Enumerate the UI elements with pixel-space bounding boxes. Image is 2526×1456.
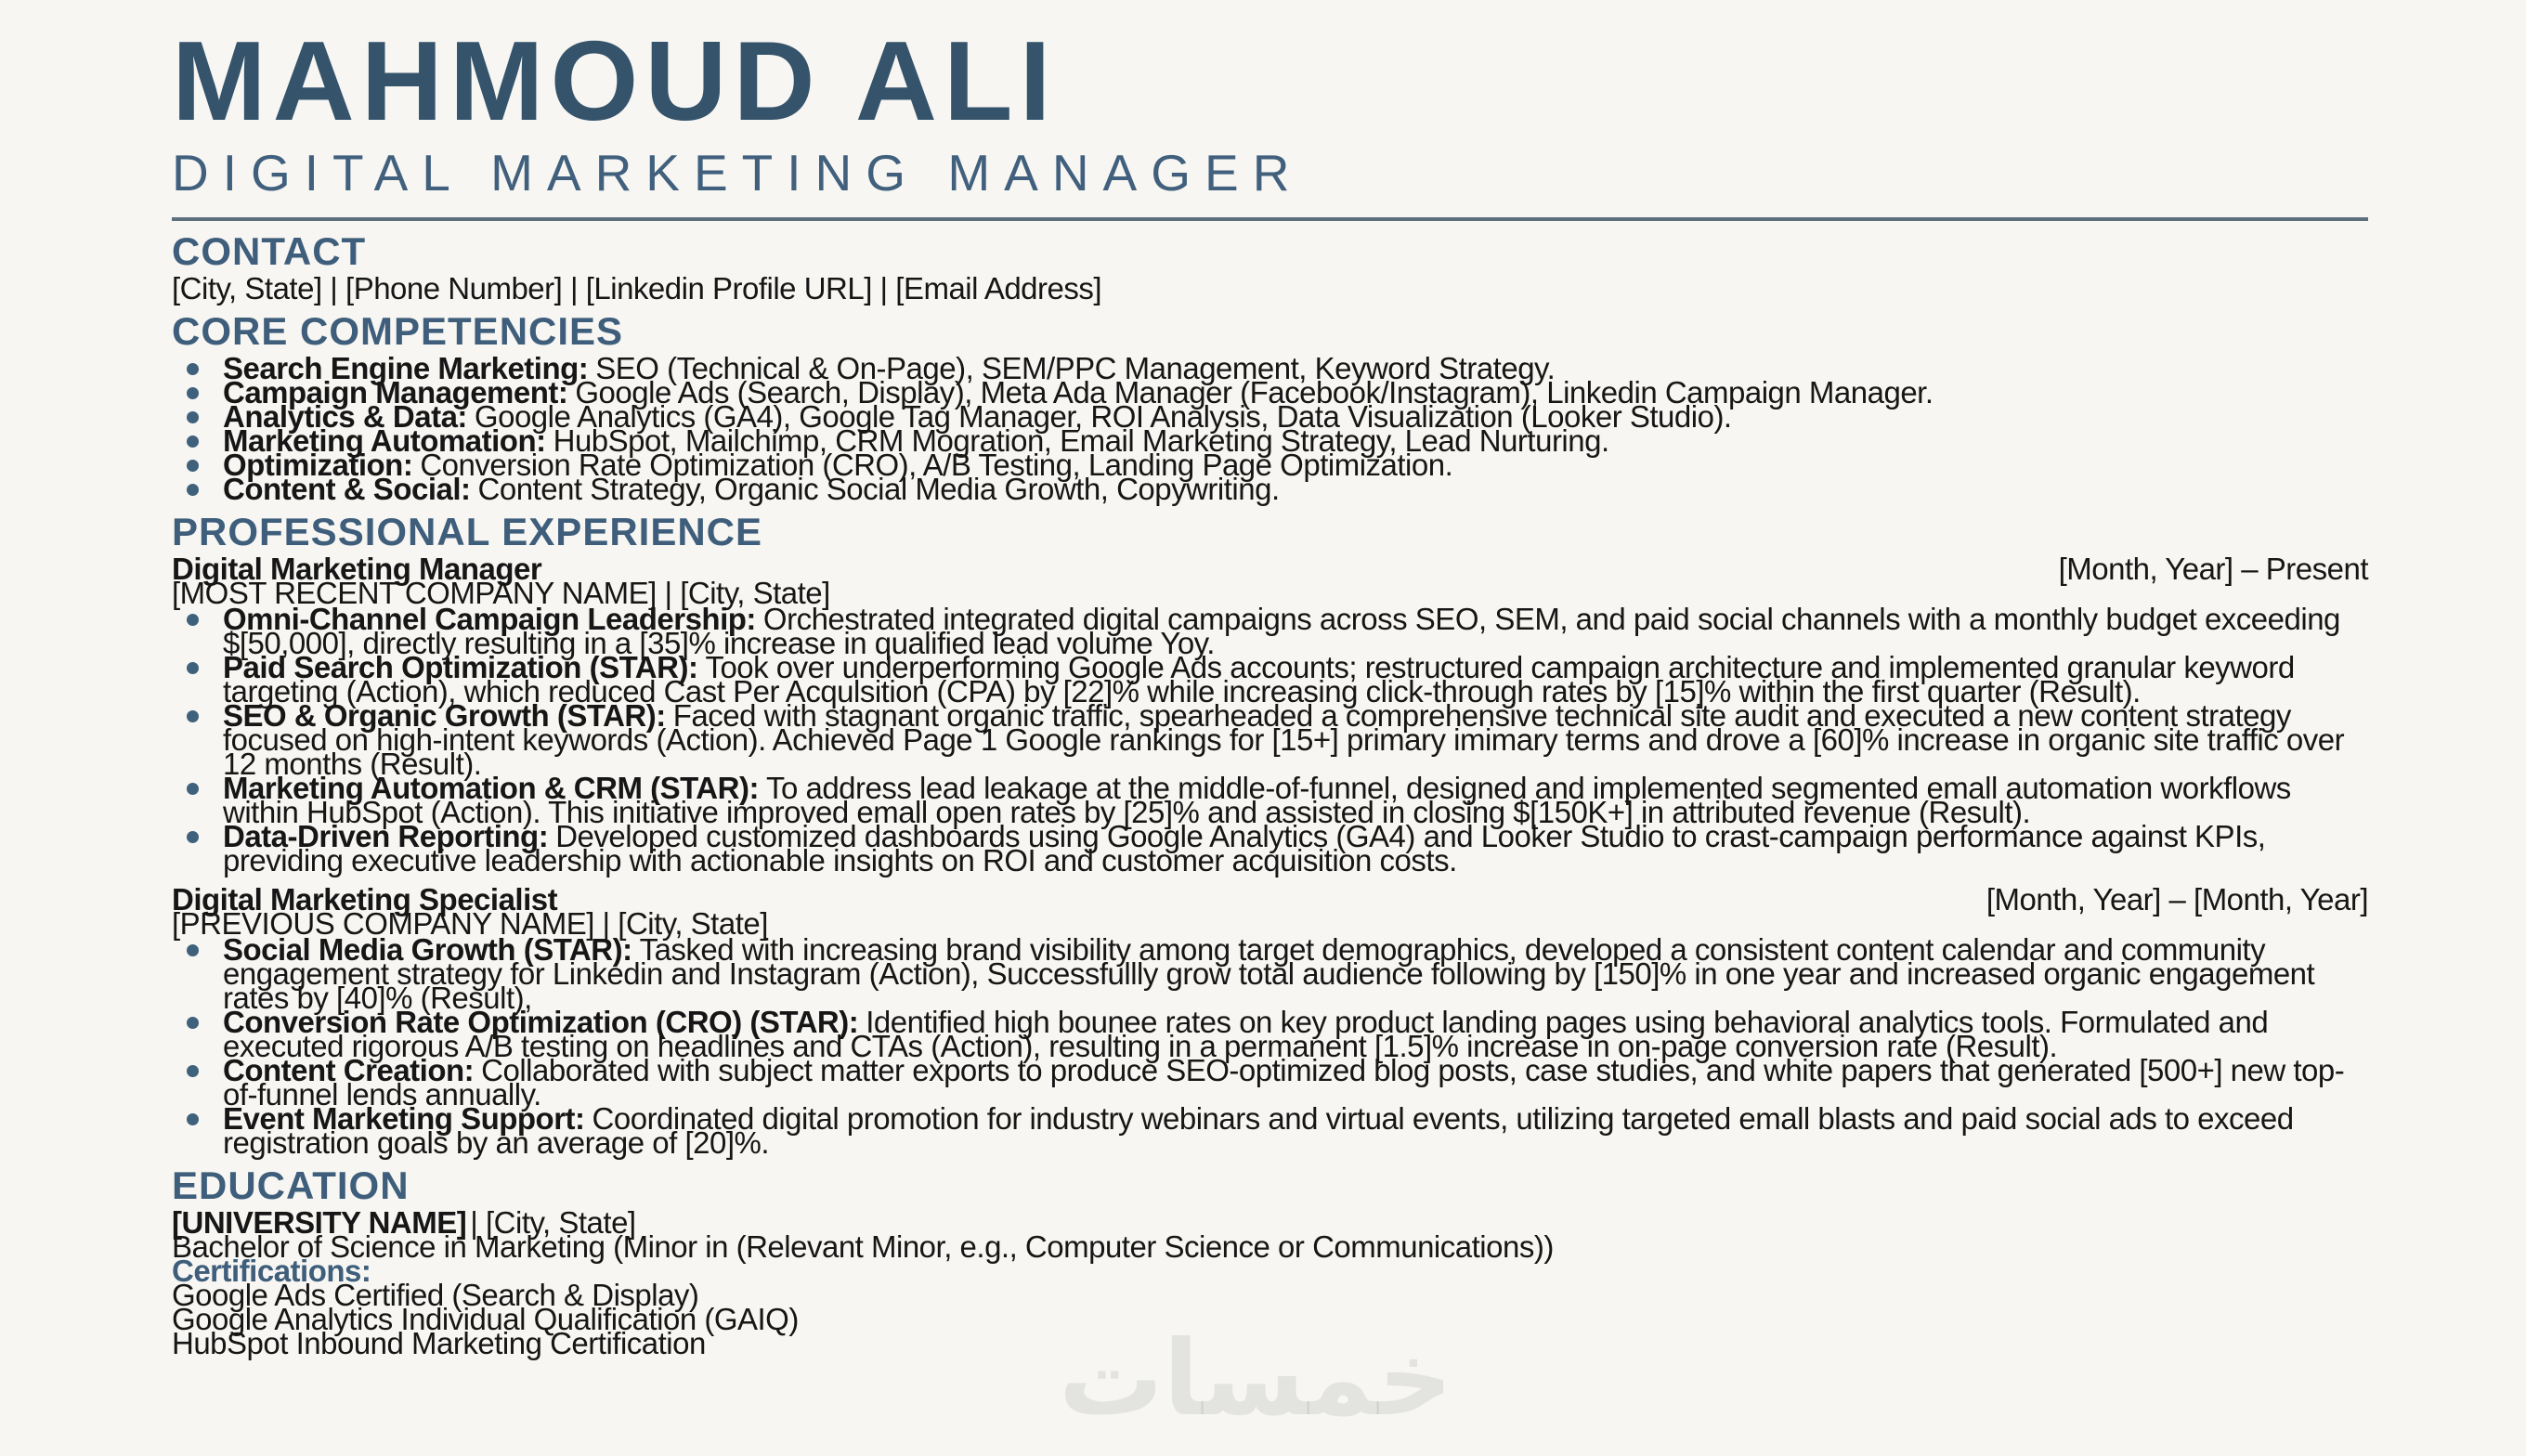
achievement-detail: Coordinated digital promotion for industry webinars and virtual events, utilizing targeted emall blasts and paid social ads to exceed registration goals by an average of [20]%. [223, 1101, 2294, 1160]
job-bullet-list [172, 932, 2368, 1160]
list-item [172, 650, 2368, 708]
job-title: Digital Marketing Specialist [172, 882, 558, 916]
competency-detail: Google Ads (Search, Display), Meta Ada Manager (Facebook/Instagram), Linkedin Campaign Manager. [575, 375, 1934, 410]
job-entry-specialist [172, 882, 2368, 1160]
list-item [172, 1005, 2368, 1063]
competency-label: Search Engine Marketing: [223, 351, 589, 385]
bullet-icon [187, 436, 199, 448]
person-job-title: DIGITAL MARKETING MANAGER [172, 144, 1304, 202]
bullet-icon [187, 1017, 199, 1029]
achievement-label: Paid Search Optimization (STAR): [223, 650, 698, 684]
achievement-text [223, 932, 2368, 1015]
competency-detail: Content Strategy, Organic Social Media Growth, Copywriting. [477, 472, 1280, 506]
achievement-detail: To address lead leakage at the middle-of-funnel, designed and implemented segmented emall automation workflows within HubSpot (Action). This initiative improved emall open rates by [25]% and assisted in closing $[150K+] in attributed revenue (Result). [223, 771, 2291, 829]
competencies-list [172, 351, 2368, 506]
achievement-label: Event Marketing Support: [223, 1101, 585, 1136]
bullet-icon [187, 411, 199, 423]
certification-item: Google Analytics Individual Qualification (GAIQ) [172, 1302, 799, 1336]
job-dates: [Month, Year] – Present [2058, 552, 2368, 586]
job-title: Digital Marketing Manager [172, 552, 542, 586]
competency-label: Analytics & Data: [223, 399, 467, 434]
bullet-icon [187, 614, 199, 626]
list-item [172, 1053, 2368, 1112]
competency-label: Content & Social: [223, 472, 471, 506]
bullet-icon [187, 1065, 199, 1077]
khamsat-watermark: خمسات [1059, 1319, 1453, 1439]
bullet-icon [187, 710, 199, 722]
competency-detail: SEO (Technical & On-Page), SEM/PPC Management, Keyword Strategy. [595, 351, 1556, 385]
achievement-detail: Orchestrated integrated digital campaigns across SEO, SEM, and paid social channels with a monthly budget exceeding $[50,000], directly resulting in a [35]% increase in qualified lead volume Yoy. [223, 602, 2340, 660]
achievement-label: Conversion Rate Optimization (CRO) (STAR): [223, 1005, 859, 1039]
job-entry-manager [172, 552, 2368, 878]
achievement-detail: Took over underperforming Google Ads accounts; restructured campaign architecture and implemented granular keyword targeting (Action), which reduced Cast Per Acqulsition (CPA) by [22]% while increasing click-through rates by [15]% within the first quarter (Result). [223, 650, 2295, 708]
bullet-icon [187, 831, 199, 843]
achievement-detail: Developed customized dashboards using Google Analytics (GA4) and Looker Studio to crast-campaign performance against KPIs, previding executive leadership with actionable insights on ROI and customer acquisition costs. [223, 819, 2266, 878]
university-name: [UNIVERSITY NAME] [172, 1205, 467, 1240]
education-degree: Bachelor of Science in Marketing (Minor in (Relevant Minor, e.g., Computer Science or Communications)) [172, 1229, 1554, 1264]
person-name: MAHMOUD ALI [172, 18, 1058, 144]
section-heading-professional-experience: PROFESSIONAL EXPERIENCE [172, 510, 763, 553]
certification-item: HubSpot Inbound Marketing Certification [172, 1326, 706, 1360]
university-location: | [City, State] [470, 1205, 636, 1240]
section-heading-contact: CONTACT [172, 229, 367, 273]
list-item [172, 819, 2368, 878]
achievement-label: Data-Driven Reporting: [223, 819, 549, 853]
achievement-detail: Faced with stagnant organic traffic, spearheaded a comprehensive technical site audit and executed a new content strategy focused on high-intent keywords (Action). Achieved Page 1 Google rankings for [15+] primary imimary terms and drove a [60]% increase in organic site traffic over 12 months (Result). [223, 698, 2345, 781]
achievement-label: Social Media Growth (STAR): [223, 932, 632, 967]
certification-item: Google Ads Certified (Search & Display) [172, 1278, 699, 1312]
contact-info-line: [City, State] | [Phone Number] | [Linkedin Profile URL] | [Email Address] [172, 271, 1102, 306]
bullet-icon [187, 662, 199, 674]
bullet-icon [187, 944, 199, 956]
bullet-icon [187, 783, 199, 795]
achievement-label: Omni-Channel Campaign Leadership: [223, 602, 756, 636]
bullet-icon [187, 363, 199, 375]
section-heading-education: EDUCATION [172, 1164, 410, 1207]
achievement-text [223, 819, 2368, 878]
achievement-text [223, 698, 2368, 781]
bullet-icon [187, 484, 199, 496]
bullet-icon [187, 1113, 199, 1125]
achievement-text [223, 1005, 2368, 1063]
competency-detail: HubSpot, Mailchimp, CRM Mogration, Email Marketing Strategy, Lead Nurturing. [553, 423, 1609, 458]
competency-detail: Google Analytics (GA4), Google Tag Manager, ROI Analysis, Data Visualization (Looker Studio). [474, 399, 1732, 434]
achievement-label: Marketing Automation & CRM (STAR): [223, 771, 759, 805]
job-bullet-list [172, 602, 2368, 878]
achievement-text [223, 650, 2368, 708]
competency-label: Campaign Management: [223, 375, 568, 410]
list-item [172, 771, 2368, 829]
achievement-text [223, 771, 2368, 829]
list-item [172, 472, 2368, 506]
job-dates: [Month, Year] – [Month, Year] [1986, 882, 2368, 916]
achievement-detail: Identified high bounee rates on key product landing pages using behavioral analytics tools. Formulated and executed rigorous A/B testing on headlines and CTAs (Action), resulting in a permanent [1.5]% increase in on-page conversion rate (Result). [223, 1005, 2269, 1063]
job-company: [MOST RECENT COMPANY NAME] | [City, State] [172, 576, 830, 610]
achievement-label: Content Creation: [223, 1053, 475, 1087]
competency-text [223, 472, 2368, 506]
competency-label: Optimization: [223, 448, 413, 482]
achievement-label: SEO & Organic Growth (STAR): [223, 698, 666, 733]
list-item [172, 932, 2368, 1015]
achievement-text [223, 1053, 2368, 1112]
achievement-detail: Tasked with increasing brand visibility among target demographics, developed a consistent content calendar and community engagement strategy for Linkedin and Instagram (Action), Successfullly grow total audience following by [150]% in one year and increased organic engagement rates by [40]% (Result), [223, 932, 2315, 1015]
certifications-label: Certifications: [172, 1254, 371, 1288]
list-item [172, 1101, 2368, 1160]
competency-label: Marketing Automation: [223, 423, 546, 458]
achievement-detail: Collaborated with subject matter exports to produce SEO-optimized blog posts, case studies, and white papers that generated [500+] new top-of-funnel lends annually. [223, 1053, 2345, 1112]
list-item [172, 602, 2368, 660]
header-divider [172, 217, 2368, 221]
section-heading-core-competencies: CORE COMPETENCIES [172, 309, 624, 353]
achievement-text [223, 602, 2368, 660]
competency-detail: Conversion Rate Optimization (CRO), A/B Testing, Landing Page Optimization. [420, 448, 1453, 482]
bullet-icon [187, 460, 199, 472]
bullet-icon [187, 387, 199, 399]
job-company: [PREVIOUS COMPANY NAME] | [City, State] [172, 906, 768, 941]
list-item [172, 698, 2368, 781]
achievement-text [223, 1101, 2368, 1160]
